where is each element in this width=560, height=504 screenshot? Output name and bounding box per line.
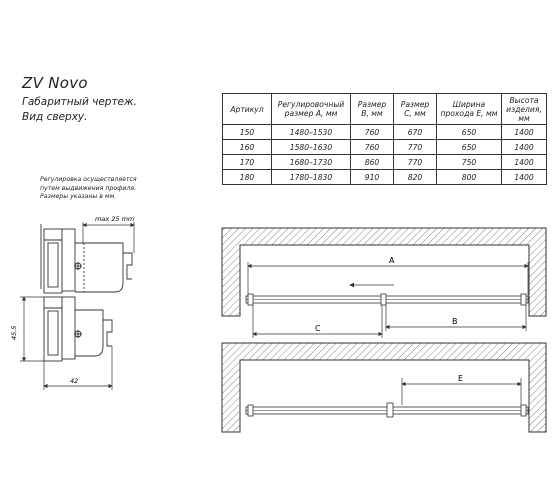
table-cell: 670: [394, 125, 437, 140]
plan-view-closed: [222, 228, 546, 316]
table-cell: 1400: [502, 170, 547, 185]
label-b: B: [452, 317, 458, 326]
col-header: Регулировочный размер А, мм: [272, 94, 351, 125]
col-header: Размер С, мм: [394, 94, 437, 125]
table-cell: 770: [394, 140, 437, 155]
table-cell: 860: [351, 155, 394, 170]
profile-section-top: [41, 224, 132, 293]
view-subtitle: Вид сверху.: [22, 111, 88, 123]
table-cell: 760: [351, 140, 394, 155]
label-e: E: [458, 374, 464, 383]
table-cell: 770: [394, 155, 437, 170]
note-line: Регулировка осуществляется: [40, 176, 137, 183]
max-dim-label: max 25 mm: [95, 215, 135, 223]
table-cell: 760: [351, 125, 394, 140]
height-label: 45,5: [10, 325, 18, 340]
table-cell: 160: [223, 140, 272, 155]
profile-section-bottom: [44, 297, 112, 361]
table-cell: 1580–1630: [272, 140, 351, 155]
col-header: Ширина прохода Е, мм: [437, 94, 502, 125]
table-cell: 1400: [502, 140, 547, 155]
table-cell: 800: [437, 170, 502, 185]
dimension-c: [253, 305, 382, 338]
table-cell: 1780–1830: [272, 170, 351, 185]
table-cell: 650: [437, 125, 502, 140]
plan-view-open: [222, 343, 546, 432]
table-cell: 1400: [502, 155, 547, 170]
table-cell: 1480–1530: [272, 125, 351, 140]
table-cell: 170: [223, 155, 272, 170]
max-dimension: [83, 222, 134, 253]
width-label: 42: [70, 377, 79, 385]
col-header: Размер В, мм: [351, 94, 394, 125]
product-title: ZV Novo: [22, 74, 88, 92]
col-header: Артикул: [223, 94, 272, 125]
table-cell: 150: [223, 125, 272, 140]
table-cell: 820: [394, 170, 437, 185]
drawing-subtitle: Габаритный чертеж.: [22, 96, 137, 108]
label-a: A: [389, 256, 395, 265]
table-cell: 750: [437, 155, 502, 170]
table-cell: 650: [437, 140, 502, 155]
col-header: Высота изделия, мм: [502, 94, 547, 125]
table-cell: 910: [351, 170, 394, 185]
table-cell: 180: [223, 170, 272, 185]
table-cell: 1680–1730: [272, 155, 351, 170]
height-dimension: [20, 297, 44, 361]
note-line: путем выдвижения профиля.: [40, 184, 137, 192]
label-c: C: [315, 324, 321, 333]
table-cell: 1400: [502, 125, 547, 140]
dimension-a: [248, 262, 528, 295]
note-line: Размеры указаны в мм.: [40, 193, 117, 201]
